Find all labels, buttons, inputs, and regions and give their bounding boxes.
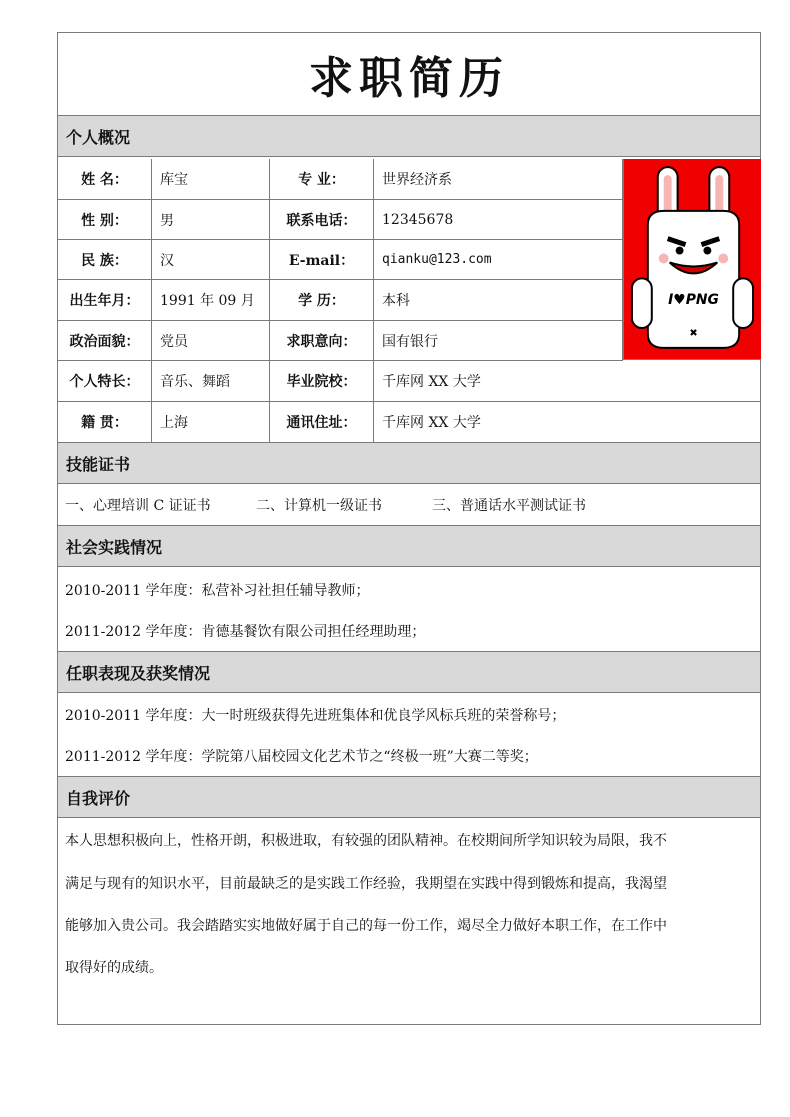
major-value: 世界经济系	[374, 159, 623, 200]
address-label: 通讯住址：	[270, 402, 374, 442]
shirt-text: I♥PNG	[668, 292, 719, 309]
education-value: 本科	[374, 280, 623, 321]
school-value: 千库网 XX 大学	[374, 361, 761, 402]
education-label: 学 历：	[270, 280, 374, 321]
major-label: 专 业：	[270, 159, 374, 200]
intent-value: 国有银行	[374, 321, 623, 361]
resume-sheet	[57, 32, 761, 1025]
self-eval-line: 能够加入贵公司。我会踏踏实实地做好属于自己的每一份工作，竭尽全力做好本职工作，在工作中	[65, 918, 667, 934]
name-value: 库宝	[152, 159, 270, 200]
gender-value: 男	[152, 200, 270, 240]
section-header-awards: 任职表现及获奖情况	[58, 651, 760, 693]
birth-value: 1991 年 09 月	[152, 280, 270, 321]
skill-item: 二、计算机一级证书	[256, 498, 382, 514]
practice-item: 2010-2011 学年度：私营补习社担任辅导教师；	[65, 583, 370, 599]
section-header-self-evaluation: 自我评价	[58, 776, 760, 818]
phone-value: 12345678	[374, 200, 623, 240]
email-label: E-mail：	[270, 240, 374, 280]
address-value: 千库网 XX 大学	[382, 415, 481, 431]
self-eval-line: 本人思想积极向上，性格开朗，积极进取，有较强的团队精神。在校期间所学知识较为局限，我不	[65, 833, 667, 849]
section-header-practice: 社会实践情况	[58, 525, 760, 567]
politics-label: 政治面貌：	[58, 321, 152, 361]
politics-value: 党员	[152, 321, 270, 361]
section-header-overview: 个人概况	[58, 115, 760, 157]
award-item: 2011-2012 学年度：学院第八届校园文化艺术节之“终极一班”大赛二等奖；	[65, 749, 538, 765]
self-eval-line: 满足与现有的知识水平，目前最缺乏的是实践工作经验，我期望在实践中得到锻炼和提高，我渴望	[65, 876, 667, 892]
svg-text:✖: ✖	[689, 327, 698, 339]
birth-label: 出生年月：	[58, 280, 152, 321]
gender-label: 性 别：	[58, 200, 152, 240]
email-value: qianku@123.com	[374, 240, 623, 280]
award-item: 2010-2011 学年度：大一时班级获得先进班集体和优良学风标兵班的荣誉称号；	[65, 708, 566, 724]
skill-item: 一、心理培训 C 证证书	[65, 498, 211, 514]
section-header-skills: 技能证书	[58, 442, 760, 484]
hobby-value: 音乐、舞蹈	[152, 361, 270, 402]
page-title: 求职简历	[58, 33, 760, 116]
practice-item: 2011-2012 学年度：肯德基餐饮有限公司担任经理助理；	[65, 624, 426, 640]
self-eval-line: 取得好的成绩。	[65, 960, 163, 976]
school-label: 毕业院校：	[270, 361, 374, 402]
profile-photo	[623, 159, 761, 360]
name-label: 姓 名：	[58, 159, 152, 200]
intent-label: 求职意向：	[270, 321, 374, 361]
ethnic-label: 民 族：	[58, 240, 152, 280]
phone-label: 联系电话：	[270, 200, 374, 240]
origin-label: 籍 贯：	[58, 402, 152, 442]
origin-value: 上海	[152, 402, 270, 442]
skill-item: 三、普通话水平测试证书	[432, 498, 586, 514]
bunny-mascot-icon	[624, 159, 761, 359]
ethnic-value: 汉	[152, 240, 270, 280]
hobby-label: 个人特长：	[58, 361, 152, 402]
